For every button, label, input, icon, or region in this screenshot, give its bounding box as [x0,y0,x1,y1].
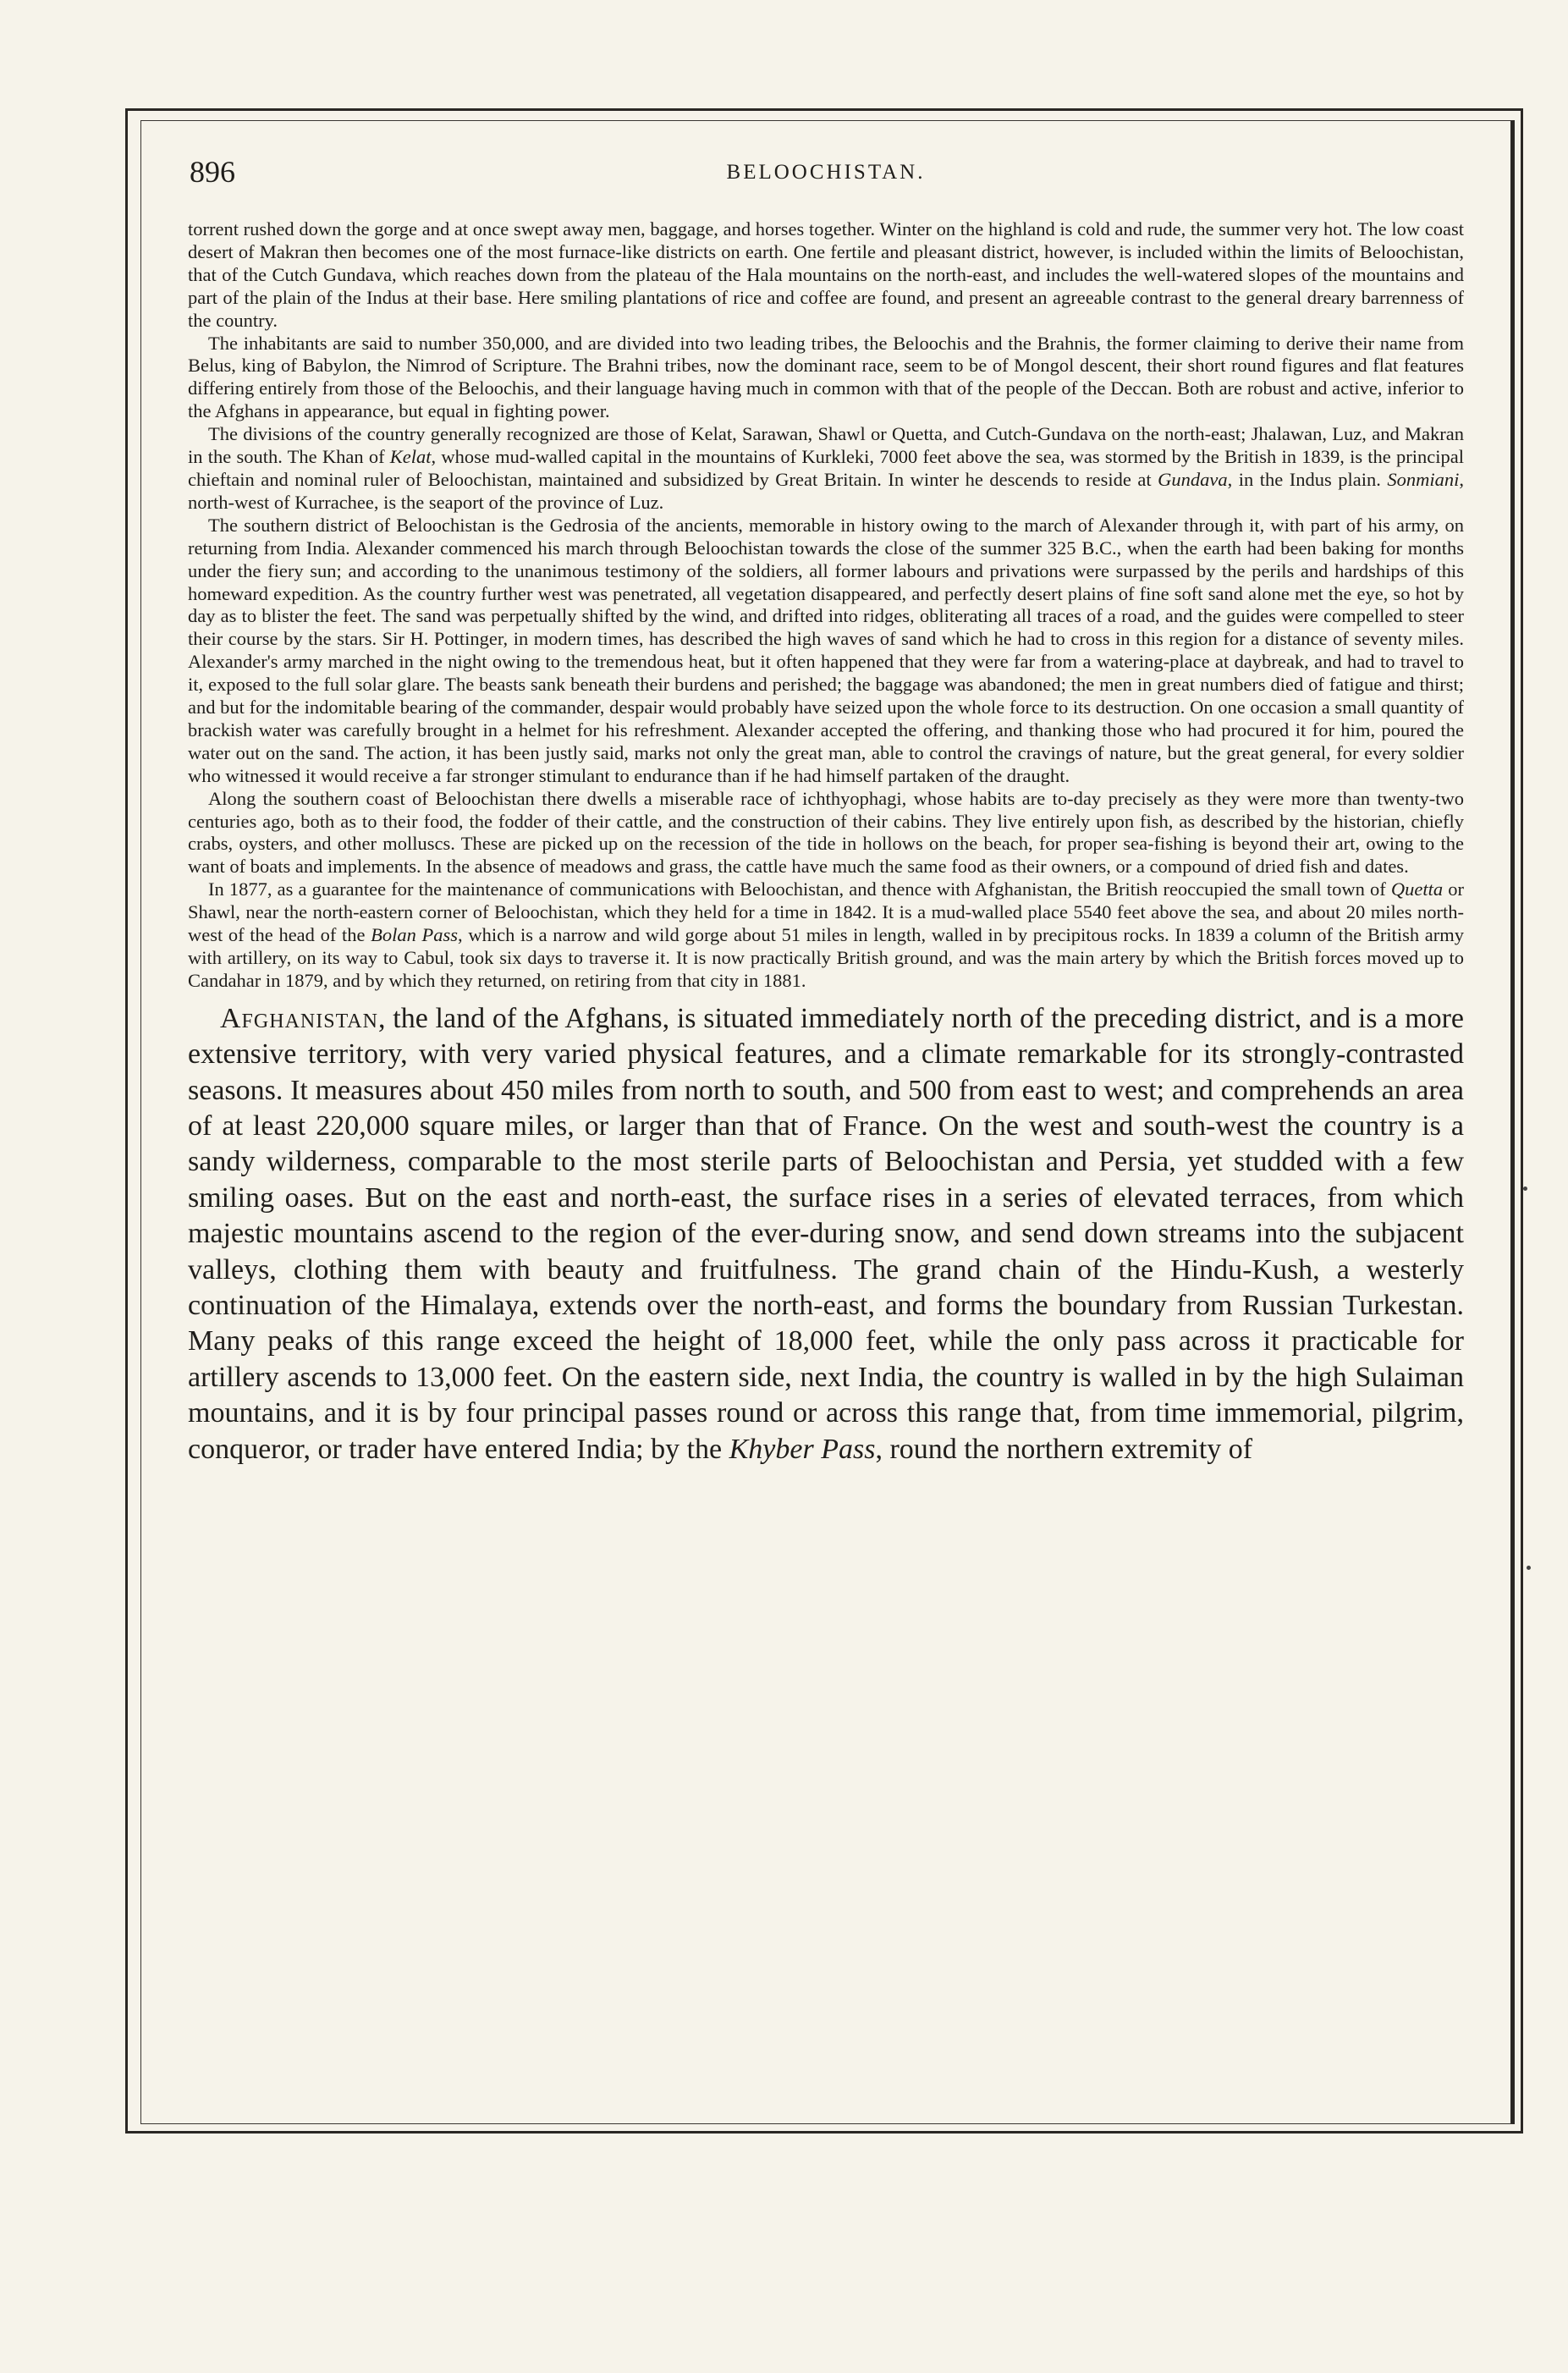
paragraph: The divisions of the country generally recognized are those of Kelat, Sarawan, Shawl or Quetta, and Cutch-Gundava on the north-east; Jhalawan, Luz, and Makran in the south. The Khan of Kelat, whose mud-walled capital in the mountains of Kurkleki, 7000 feet above the sea, was stormed by the British in 1839, is the principal chieftain and nominal ruler of Beloochistan, maintained and subsidized by Great Britain. In winter he descends to reside at Gundava, in the Indus plain. Sonmiani, north-west of Kurrachee, is the seaport of the province of Luz. [188,423,1464,513]
paragraph: The inhabitants are said to number 350,000, and are divided into two leading tribes, the Beloochis and the Brahnis, the former claiming to derive their name from Belus, king of Babylon, the Nimrod of Scripture. The Brahni tribes, now the dominant race, seem to be of Mongol descent, their short round figures and flat features differing entirely from those of the Beloochis, and their language having much in common with that of the people of the Deccan. Both are robust and active, inferior to the Afghans in appearance, but equal in fighting power. [188,332,1464,422]
paragraph: Along the southern coast of Beloochistan there dwells a miserable race of ichthyophagi, whose habits are to-day precisely as they were more than twenty-two centuries ago, both as to their food, the fodder of their cattle, and the construction of their cabins. They live entirely upon fish, as described by the historian, chiefly crabs, oysters, and other molluscs. These are picked up on the recession of the tide in hollows on the beach, for proper sea-fishing is beyond their art, owing to the want of boats and implements. In the absence of meadows and grass, the cattle have much the same food as their owners, or a compound of dried fish and dates. [188,787,1464,878]
place-name: Kelat [389,446,432,468]
place-name: Bolan Pass [371,924,459,946]
paragraph: In 1877, as a guarantee for the maintenance of communications with Beloochistan, and thence with Afghanistan, the British reoccupied the small town of Quetta or Shawl, near the north-eastern corner of Beloochistan, which they held for a time in 1842. It is a mud-walled place 5540 feet above the sea, and about 20 miles north-west of the head of the Bolan Pass, which is a narrow and wild gorge about 51 miles in length, walled in by precipitous rocks. In 1839 a column of the British army with artillery, on its way to Cabul, took six days to traverse it. It is now practically British ground, and was the main artery by which the British forces moved up to Candahar in 1879, and by which they returned, on retiring from that city in 1881. [188,878,1464,991]
section-heading: Afghanistan [220,1002,378,1034]
place-name: Quetta [1390,878,1444,900]
paragraph: The southern district of Beloochistan is the Gedrosia of the ancients, memorable in history owing to the march of Alexander through it, with part of his army, on returning from India. Alexander commenced his march through Beloochistan towards the close of the summer 325 B.C., when the earth had been baking for months under the fiery sun; and according to the unanimous testimony of the soldiers, all former labours and privations were surpassed by the perils and hardships of this homeward expedition. As the country further west was penetrated, all vegetation disappeared, and perfectly desert plains of fine soft sand alone met the eye, so hot by day as to blister the feet. The sand was perpetually shifted by the wind, and drifted into ridges, obliterating all traces of a road, and the guides were compelled to steer their course by the stars. Sir H. Pottinger, in modern times, has described the high waves of sand which he had to cross in this region for a distance of seventy miles. Alexander's army marched in the night owing to the tremendous heat, but it often happened that they were far from a watering-place at daybreak, and had to travel to it, exposed to the full solar glare. The beasts sank beneath their burdens and perished; the baggage was abandoned; the men in great numbers died of fatigue and thirst; and but for the indomitable bearing of the commander, despair would probably have seized upon the whole force to its destruction. On one occasion a small quantity of brackish water was carefully brought in a helmet for his refreshment. Alexander accepted the offering, and thanking those who had procured it for him, poured the water out on the sand. The action, it has been justly said, marks not only the great man, able to control the cravings of nature, but the great general, for every soldier who witnessed it would receive a far stronger stimulant to endurance than if he had himself partaken of the draught. [188,514,1464,786]
margin-mark [1523,1186,1527,1191]
page-number: 896 [190,155,235,189]
afghanistan-section [188,1001,1464,1467]
place-name: Gundava [1158,468,1228,490]
margin-mark [1527,1566,1531,1570]
running-title: BELOOCHISTAN. [726,161,926,184]
page-content [188,142,1464,1467]
paragraph: torrent rushed down the gorge and at once swept away men, baggage, and horses together. Winter on the highland is cold and rude, the summer very hot. The low coast desert of Makran then becomes one of the most furnace-like districts on earth. One fertile and pleasant district, however, is included within the limits of Beloochistan, that of the Cutch Gundava, which reaches down from the plateau of the Hala mountains on the north-east, and includes the well-watered slopes of the mountains and part of the plain of the Indus at their base. Here smiling plantations of rice and coffee are found, and present an agreeable contrast to the general dreary barrenness of the country. [188,218,1464,331]
place-name: Sonmiani [1387,468,1460,490]
place-name: Khyber Pass [729,1433,876,1465]
paragraph: Afghanistan, the land of the Afghans, is situated immediately north of the preceding district, and is a more extensive territory, with very varied physical features, and a climate remarkable for its strongly-contrasted seasons. It measures about 450 miles from north to south, and 500 from east to west; and comprehends an area of at least 220,000 square miles, or larger than that of France. On the west and south-west the country is a sandy wilderness, comparable to the most sterile parts of Beloochistan and Persia, yet studded with a few smiling oases. But on the east and north-east, the surface rises in a series of elevated terraces, from which majestic mountains ascend to the region of the ever-during snow, and send down streams into the subjacent valleys, clothing them with beauty and fruitfulness. The grand chain of the Hindu-Kush, a westerly continuation of the Himalaya, extends over the north-east, and forms the boundary from Russian Turkestan. Many peaks of this range exceed the height of 18,000 feet, while the only pass across it practicable for artillery ascends to 13,000 feet. On the eastern side, next India, the country is walled in by the high Sulaiman mountains, and it is by four principal passes round or across this range that, from time immemorial, pilgrim, conqueror, or trader have entered India; by the Khyber Pass, round the northern extremity of [188,1002,1464,1465]
beloochistan-section [188,218,1464,993]
page-header [188,142,1464,203]
